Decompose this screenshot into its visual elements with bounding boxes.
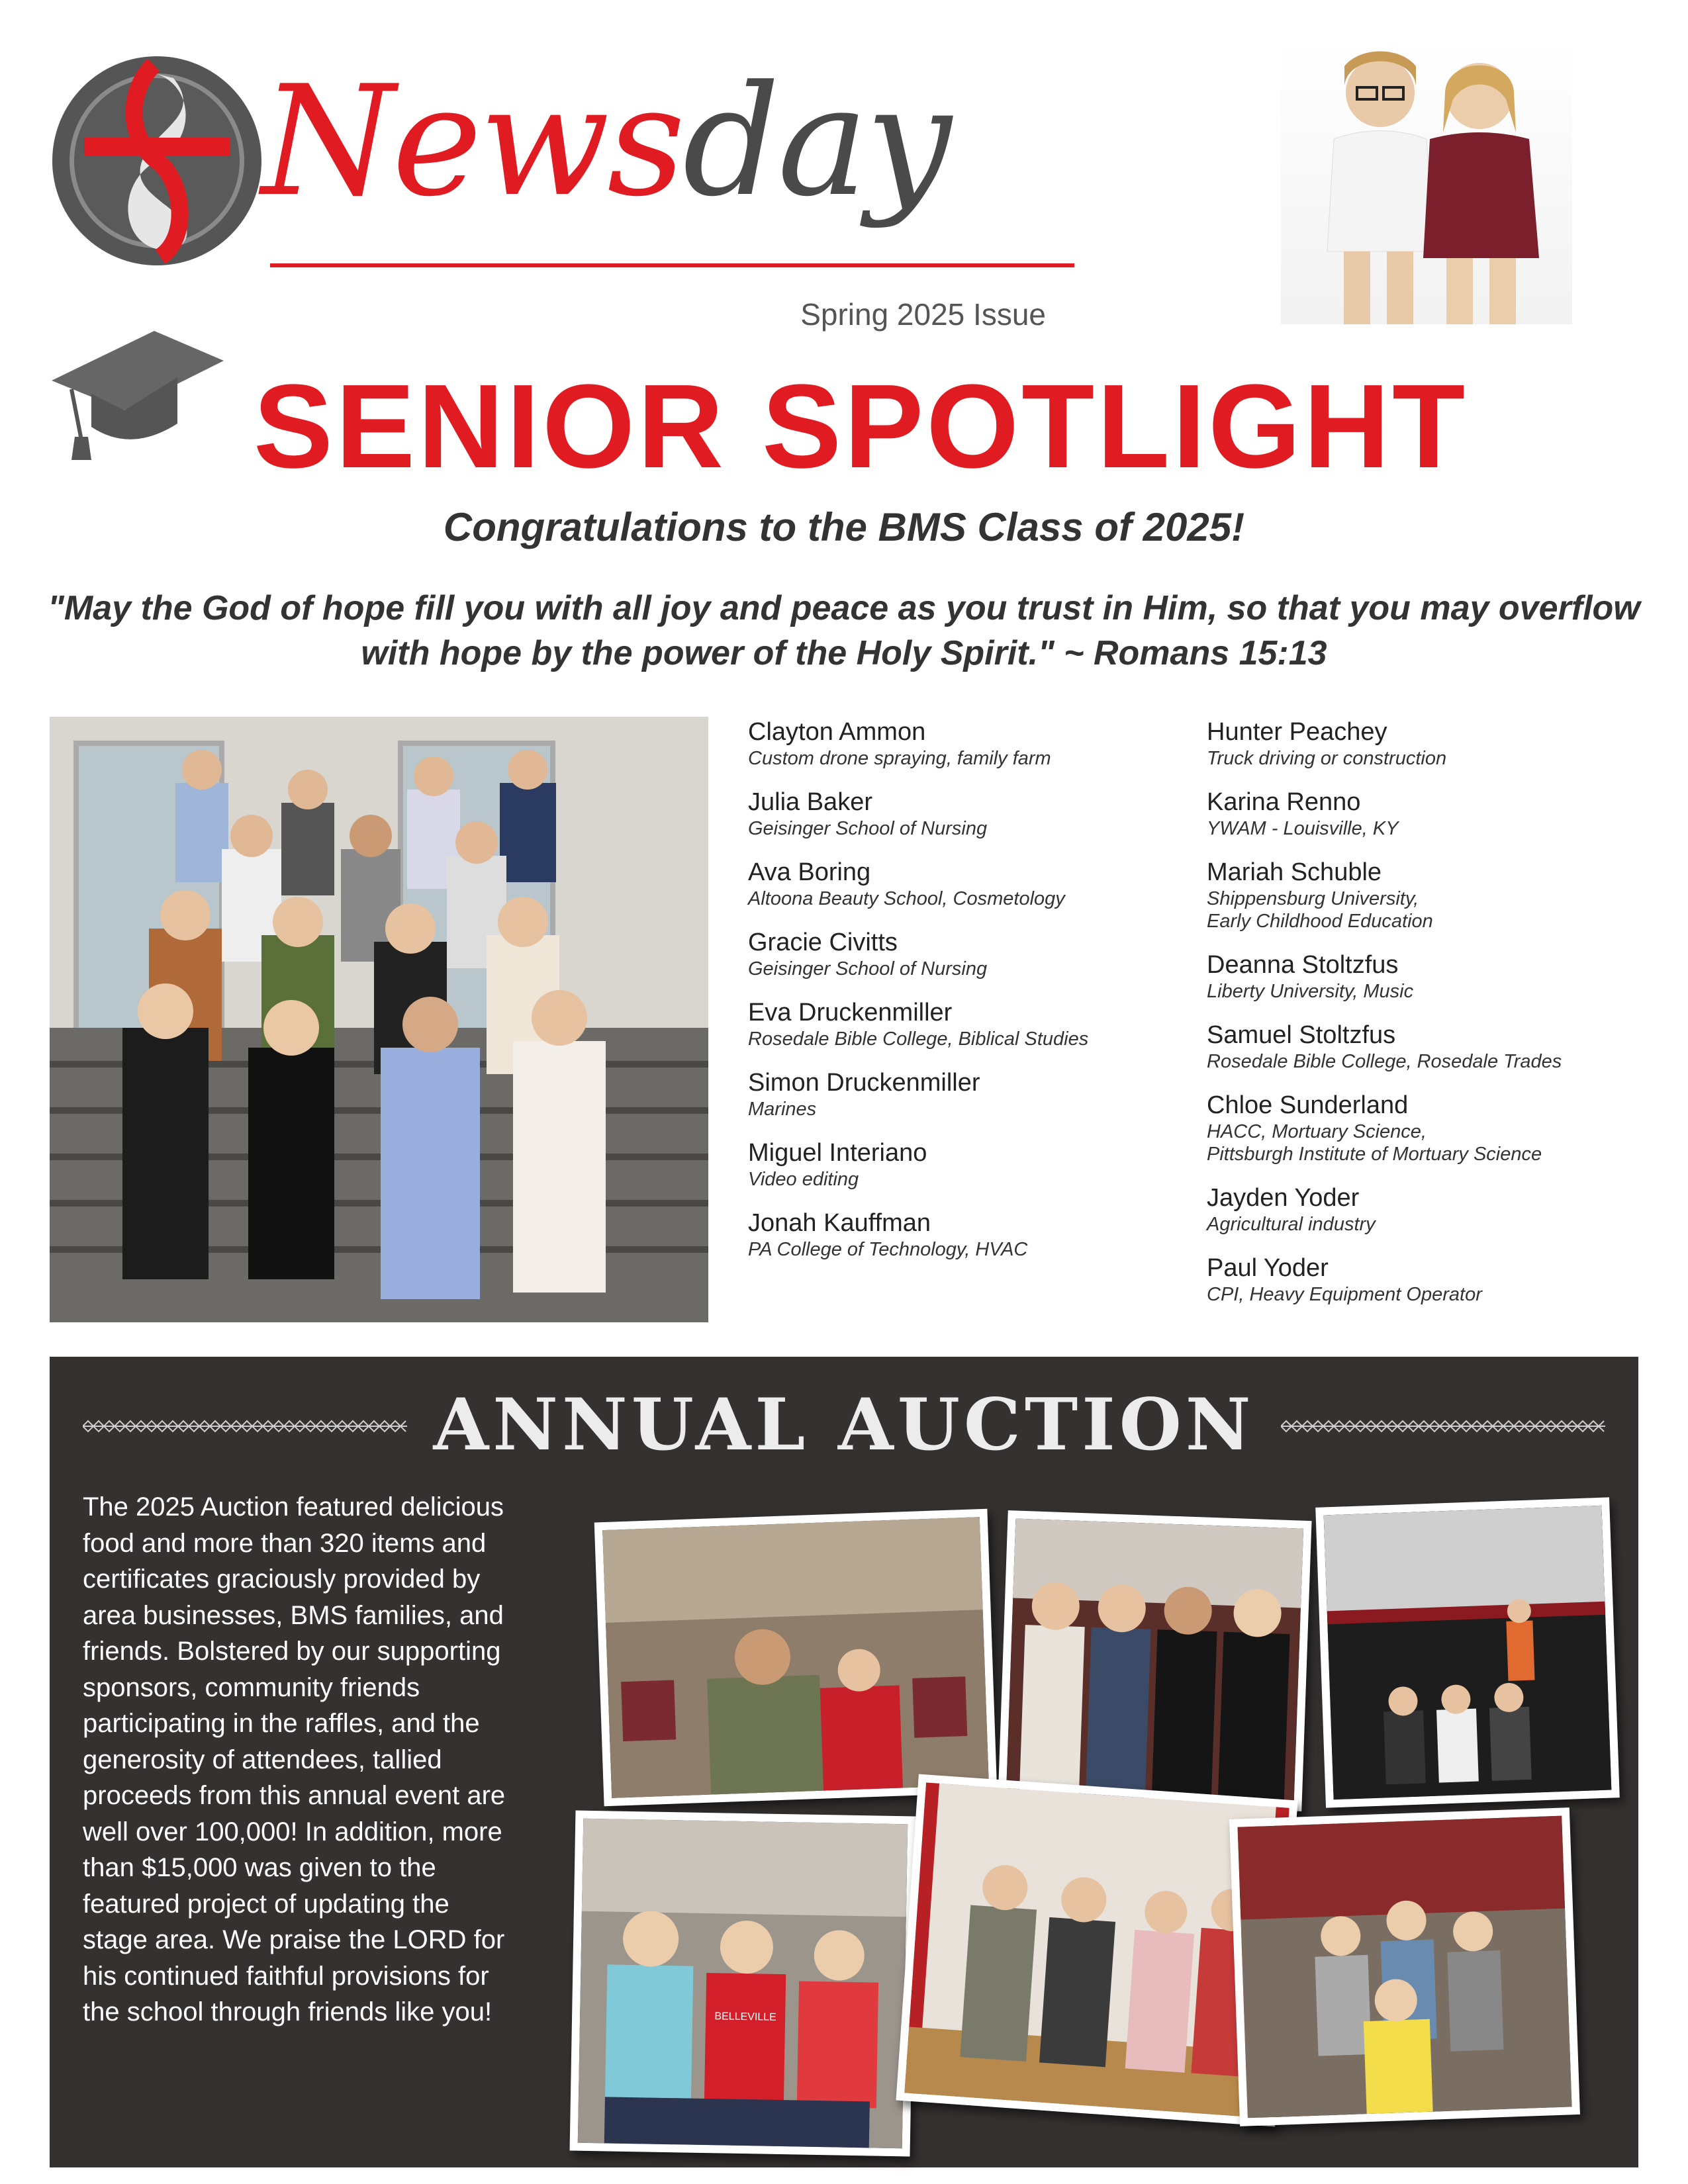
auction-body-text: The 2025 Auction featured delicious food and more than 320 items and certificates graciously provided by area businesses, BMS families, and friends. Bolstered by our supporting sponsors, community friends participating in the raffles, and the generosity of attendees, tallied proceeds from this annual event are well over 100,000! In addition, more than $15,000 was given to the featured project of updating the stage area. We praise the LORD for his continued faithful provisions for the school through friends like you! — [83, 1492, 506, 2026]
senior-plan: Liberty University, Music — [1207, 981, 1414, 1002]
senior-name: Jonah Kauffman — [748, 1209, 931, 1237]
seniors-list-left — [748, 717, 1211, 1278]
senior-name: Hunter Peachey — [1207, 718, 1387, 746]
senior-plan: Rosedale Bible College, Biblical Studies — [748, 1028, 1089, 1050]
decorative-divider-right — [1281, 1418, 1605, 1435]
senior-plan: Geisinger School of Nursing — [748, 818, 988, 839]
senior-name: Julia Baker — [748, 788, 872, 816]
senior-entry — [748, 717, 1211, 770]
senior-name: Jayden Yoder — [1207, 1184, 1360, 1212]
senior-entry — [1207, 787, 1670, 840]
senior-plan: Shippensburg University, Early Childhood Education — [1207, 888, 1433, 932]
senior-name: Eva Druckenmiller — [748, 999, 953, 1026]
senior-name: Simon Druckenmiller — [748, 1069, 980, 1097]
senior-name: Miguel Interiano — [748, 1139, 927, 1167]
masthead-title-red: News — [261, 54, 683, 230]
senior-entry — [748, 1138, 1211, 1191]
senior-entry — [748, 857, 1211, 910]
senior-name: Gracie Civitts — [748, 929, 898, 956]
auction-photo-stage — [1315, 1497, 1620, 1807]
masthead-title — [261, 54, 949, 230]
senior-plan: CPI, Heavy Equipment Operator — [1207, 1284, 1482, 1305]
senior-entry — [1207, 1183, 1670, 1236]
senior-plan: HACC, Mortuary Science, Pittsburgh Institute of Mortuary Science — [1207, 1121, 1542, 1165]
seniors-list-right — [1207, 717, 1670, 1323]
shirt-text: BELLEVILLE — [714, 2011, 776, 2023]
auction-photo-kids — [1229, 1807, 1580, 2126]
auction-title: ANNUAL AUCTION — [433, 1383, 1255, 1467]
senior-entry — [748, 1208, 1211, 1261]
auction-section — [50, 1357, 1638, 2167]
senior-name: Ava Boring — [748, 858, 871, 886]
bible-verse: "May the God of hope fill you with all joy and peace as you trust in Him, so that you may overflow with hope by the power of the Holy Spirit." ~ Romans 15:13 — [48, 589, 1640, 672]
senior-plan: Altoona Beauty School, Cosmetology — [748, 888, 1065, 909]
senior-name: Karina Renno — [1207, 788, 1361, 816]
auction-photo-women — [998, 1510, 1311, 1811]
class-photo — [50, 717, 708, 1322]
issue-label: Spring 2025 Issue — [800, 297, 1046, 332]
senior-plan: PA College of Technology, HVAC — [748, 1239, 1028, 1260]
senior-entry — [748, 1068, 1211, 1120]
senior-plan: Agricultural industry — [1207, 1214, 1376, 1235]
senior-name: Paul Yoder — [1207, 1254, 1329, 1282]
masthead-photo — [1281, 40, 1572, 324]
senior-name: Chloe Sunderland — [1207, 1091, 1409, 1119]
senior-plan: YWAM - Louisville, KY — [1207, 818, 1399, 839]
senior-entry — [1207, 1090, 1670, 1165]
senior-name: Clayton Ammon — [748, 718, 926, 746]
senior-plan: Video editing — [748, 1169, 859, 1190]
masthead-rule — [270, 263, 1074, 267]
senior-entry — [1207, 1253, 1670, 1306]
senior-entry — [748, 927, 1211, 980]
masthead-title-gray: day — [682, 54, 949, 230]
senior-plan: Rosedale Bible College, Rosedale Trades — [1207, 1051, 1562, 1072]
school-logo — [48, 52, 266, 270]
senior-name: Deanna Stoltzfus — [1207, 951, 1399, 979]
senior-plan: Truck driving or construction — [1207, 748, 1447, 769]
congrats-heading: Congratulations to the BMS Class of 2025! — [443, 505, 1245, 549]
senior-entry — [748, 787, 1211, 840]
senior-entry — [1207, 717, 1670, 770]
auction-photo-girls — [570, 1811, 916, 2157]
senior-spotlight-title: SENIOR SPOTLIGHT — [253, 360, 1468, 493]
auction-photo-crowd — [594, 1509, 998, 1806]
senior-name: Samuel Stoltzfus — [1207, 1021, 1396, 1049]
senior-plan: Marines — [748, 1099, 817, 1120]
senior-entry — [1207, 950, 1670, 1003]
senior-entry — [748, 997, 1211, 1050]
senior-plan: Custom drone spraying, family farm — [748, 748, 1051, 769]
senior-plan: Geisinger School of Nursing — [748, 958, 988, 979]
senior-entry — [1207, 857, 1670, 933]
senior-name: Mariah Schuble — [1207, 858, 1382, 886]
senior-entry — [1207, 1020, 1670, 1073]
